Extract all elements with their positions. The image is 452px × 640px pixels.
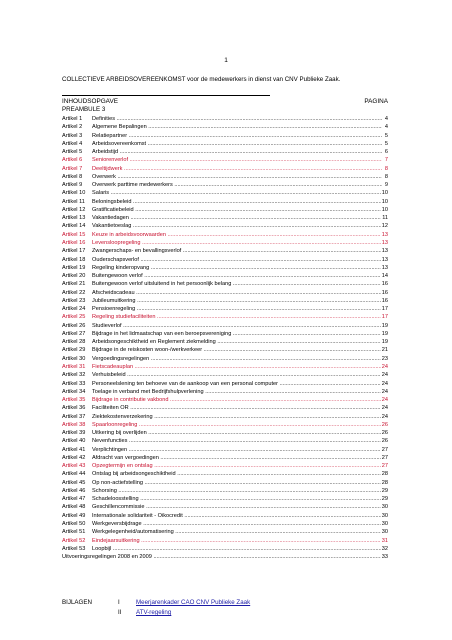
toc-entry-title: Zwangerschaps- en bevallingsverlof ..... — [92, 247, 382, 255]
toc-entry-title: Regeling kinderopvang ..... — [92, 264, 382, 272]
toc-entry-article: Artikel 11 — [62, 198, 85, 205]
toc-entry-title: Bijdrage in contributie vakbond ..... — [92, 396, 382, 404]
toc-entry-article: Artikel 26 — [62, 322, 86, 329]
toc-entry-title: Ziektekostenverzekering ..... — [92, 413, 382, 421]
toc-entry[interactable] — [62, 256, 388, 264]
toc-entry-title: Jubileumuitkering ..... — [92, 297, 382, 305]
appendices-label: BIJLAGEN — [62, 599, 92, 606]
toc-entry-page: 23 — [381, 355, 388, 362]
toc-header — [62, 98, 388, 105]
toc-entry-article: Artikel 45 — [62, 479, 86, 486]
toc-entry-article: Artikel 31 — [62, 363, 86, 370]
toc-entry-title: Overwerk ..... — [92, 173, 382, 181]
toc-entry-page: 24 — [381, 413, 388, 420]
toc-entry-page: 5 — [384, 140, 388, 147]
toc-entry-page: 4 — [384, 116, 388, 122]
toc-entry[interactable] — [62, 487, 388, 495]
toc-entry-article: Artikel 36 — [62, 405, 86, 412]
toc-entry-article: Artikel 29 — [62, 347, 86, 354]
toc-entry-title: Bijdrage in het lidmaatschap van een beroepsvereniging ..... — [92, 330, 382, 338]
toc-entry-page: 27 — [381, 463, 388, 470]
toc-entry-page: 27 — [381, 446, 388, 453]
toc-entry-page: 31 — [381, 537, 388, 544]
toc-entry[interactable] — [62, 231, 388, 239]
toc-entry-article: Artikel 16 — [62, 239, 86, 246]
toc-entry[interactable] — [62, 181, 388, 189]
toc-entry-title: Ontslag bij arbeidsongeschiktheid ..... — [92, 470, 382, 478]
toc-entry-article: Artikel 8 — [62, 173, 83, 180]
toc-entry-page: 26 — [381, 421, 388, 428]
toc-entry-title: Deeltijdwerk ..... — [92, 165, 382, 173]
toc-entry-page: 28 — [381, 471, 388, 478]
toc-entry-article: Artikel 2 — [62, 124, 83, 131]
toc-entry-article: Artikel 1 — [62, 116, 83, 122]
toc-entry-article: Artikel 30 — [62, 355, 86, 362]
toc-entry-article: Artikel 48 — [62, 504, 86, 511]
toc-entry[interactable] — [62, 454, 388, 462]
toc-entry-title: Spaarloonregeling ..... — [92, 421, 382, 429]
toc-entry-page: 27 — [381, 454, 388, 461]
toc-entry-title: Schorsing ..... — [92, 487, 382, 495]
toc-entry[interactable] — [62, 297, 388, 305]
toc-entry-article: Artikel 40 — [62, 438, 86, 445]
toc-entry-article: Artikel 27 — [62, 330, 86, 337]
toc-entry[interactable] — [62, 247, 388, 255]
toc-entry-title: Bijdrage in de reiskosten woon-/werkverkeer ..... — [92, 346, 382, 354]
toc-entry-title: Afdracht van vergoedingen ..... — [92, 454, 382, 462]
toc-entry-title: Vakantiedagen ..... — [92, 214, 382, 222]
toc-entry-page: 30 — [381, 521, 388, 528]
toc-entry[interactable] — [62, 528, 388, 536]
title-divider — [62, 95, 270, 96]
toc-entry-article: Artikel 14 — [62, 223, 86, 230]
toc-entry-page: 13 — [381, 256, 388, 263]
toc-entry-article: Artikel 13 — [62, 215, 86, 222]
toc-entry-page: 17 — [381, 314, 388, 321]
toc-entry[interactable] — [62, 371, 388, 379]
toc-entry-title: Internationale solidariteit - Oikocredit ..... — [92, 512, 382, 520]
toc-entry[interactable] — [62, 404, 388, 412]
toc-entry-article: Artikel 38 — [62, 421, 86, 428]
toc-entry[interactable] — [62, 437, 388, 445]
toc-entry-page: 24 — [381, 363, 388, 370]
toc-entry-page: 16 — [381, 281, 388, 288]
toc-entry[interactable] — [62, 553, 388, 561]
appendix-link[interactable]: ATV-regeling — [136, 609, 172, 616]
toc-entry-article: Artikel 35 — [62, 397, 86, 404]
toc-entry[interactable] — [62, 189, 388, 197]
toc-entry-page: 4 — [384, 124, 388, 131]
toc-entry[interactable] — [62, 313, 388, 321]
toc-entry-article: Artikel 4 — [62, 140, 83, 147]
toc-entry-article: Artikel 6 — [62, 157, 83, 164]
toc-entry-article: Artikel 5 — [62, 149, 83, 156]
toc-entry[interactable] — [62, 537, 388, 545]
toc-entry[interactable] — [62, 520, 388, 528]
toc-entry[interactable] — [62, 148, 388, 156]
toc-entry-title: Personeelslening ten behoeve van de aankoop van een personal computer ..... — [92, 380, 382, 388]
toc-entry[interactable] — [62, 503, 388, 511]
toc-entry[interactable] — [62, 545, 388, 553]
toc-entry-title: Buitengewoon verlof ..... — [92, 272, 382, 280]
toc-entry-article: Artikel 10 — [62, 190, 86, 197]
toc-entry-title: Werkgeversbijdrage ..... — [92, 520, 382, 528]
toc-entry-article: Artikel 32 — [62, 372, 86, 379]
toc-entry-page: 17 — [381, 306, 388, 313]
toc-entry-page: 13 — [381, 248, 388, 255]
document-title: COLLECTIEVE ARBEIDSOVEREENKOMST voor de medewerkers in dienst van CNV Publieke Zaak. — [62, 76, 341, 83]
table-of-contents — [62, 115, 388, 561]
toc-entry-title: Seniorenverlof ..... — [92, 156, 382, 164]
toc-entry-article: Artikel 28 — [62, 339, 86, 346]
toc-entry-title: Fietscadeauplan ..... — [92, 363, 382, 371]
appendix-link[interactable]: Meerjarenkader CAO CNV Publieke Zaak — [136, 599, 251, 606]
toc-entry-page: 8 — [384, 165, 388, 172]
toc-entry[interactable] — [62, 165, 388, 173]
toc-entry[interactable] — [62, 115, 388, 123]
appendices — [62, 598, 362, 618]
toc-entry-title: Levensloopregeling ..... — [92, 239, 382, 247]
toc-entry-title: Op non-actiefstelling ..... — [92, 479, 382, 487]
toc-entry-article: Artikel 51 — [62, 529, 86, 536]
toc-entry-title: Loopbijl ..... — [92, 545, 382, 553]
toc-entry-article: Artikel 43 — [62, 463, 86, 470]
toc-entry-page: 14 — [381, 273, 388, 280]
toc-entry-title: Buitengewoon verlof uitsluitend in het persoonlijk belang ..... — [92, 280, 382, 288]
toc-header-label: INHOUDSOPGAVE — [62, 98, 118, 105]
toc-entry-title: Eindejaarsuitkering ..... — [92, 537, 382, 545]
toc-entry-page: 24 — [381, 372, 388, 379]
toc-entry-title: Arbeidstijd ..... — [92, 148, 382, 156]
toc-entry-article: Artikel 50 — [62, 521, 86, 528]
toc-entry-page: 24 — [381, 388, 388, 395]
toc-entry[interactable] — [62, 421, 388, 429]
toc-entry[interactable] — [62, 123, 388, 131]
toc-entry-page: 13 — [381, 264, 388, 271]
page-number: 1 — [224, 57, 228, 64]
toc-entry-title: Geschillencommissie ..... — [92, 503, 382, 511]
toc-entry-title: Keuze in arbeidsvoorwaarden ..... — [92, 231, 382, 239]
toc-entry-title: Verhuisbeleid ..... — [92, 371, 382, 379]
toc-entry-page: 24 — [381, 380, 388, 387]
appendix-number: II — [118, 609, 122, 616]
toc-entry-article: Artikel 24 — [62, 306, 86, 313]
toc-entry-title: Salaris ..... — [92, 189, 382, 197]
toc-entry[interactable] — [62, 462, 388, 470]
toc-entry-article: Artikel 21 — [62, 281, 86, 288]
toc-entry-title: Verplichtingen ..... — [92, 446, 382, 454]
toc-entry-page: 7 — [384, 157, 388, 164]
toc-entry[interactable] — [62, 322, 388, 330]
toc-entry-article: Artikel 42 — [62, 454, 86, 461]
toc-entry-article: Artikel 7 — [62, 165, 83, 172]
toc-entry-page: 21 — [381, 347, 388, 354]
toc-entry-article: Artikel 49 — [62, 512, 86, 519]
toc-entry-article: Artikel 33 — [62, 380, 86, 387]
toc-entry-title: Regeling studiefaciliteiten ..... — [92, 313, 382, 321]
toc-entry[interactable] — [62, 239, 388, 247]
toc-entry-article: Artikel 9 — [62, 182, 83, 189]
toc-entry-page: 26 — [381, 430, 388, 437]
toc-entry[interactable] — [62, 206, 388, 214]
toc-entry[interactable] — [62, 495, 388, 503]
toc-entry-title: Faciliteiten OR ..... — [92, 404, 382, 412]
appendix-number: I — [118, 599, 120, 606]
toc-entry-title: Ouderschapsverlof ..... — [92, 256, 382, 264]
toc-entry-title: Opzegtermijn en ontslag ..... — [92, 462, 382, 470]
toc-entry-article: Artikel 23 — [62, 297, 86, 304]
toc-entry-article: Artikel 12 — [62, 206, 86, 213]
toc-preamble: PREAMBULE 3 — [62, 106, 106, 113]
toc-entry-page: 30 — [381, 512, 388, 519]
toc-entry[interactable] — [62, 132, 388, 140]
toc-entry-title: Pensioenregeling ..... — [92, 305, 382, 313]
toc-entry[interactable] — [62, 388, 388, 396]
toc-entry[interactable] — [62, 305, 388, 313]
toc-entry[interactable] — [62, 198, 388, 206]
toc-entry-page: 6 — [384, 149, 388, 156]
toc-entry-page: 13 — [381, 231, 388, 238]
toc-entry[interactable] — [62, 222, 388, 230]
toc-entry-page: 16 — [381, 289, 388, 296]
toc-entry-title: Beloningsbeleid ..... — [92, 198, 382, 206]
toc-entry[interactable] — [62, 413, 388, 421]
toc-entry-title: Werkgelegenheid/automatisering ..... — [92, 528, 382, 536]
toc-entry-page: 12 — [381, 223, 388, 230]
toc-entry-page: 8 — [384, 173, 388, 180]
toc-entry-article: Artikel 3 — [62, 132, 83, 139]
toc-entry-title: Definities ..... — [92, 115, 382, 123]
toc-entry-title: Arbeidsovereenkomst ..... — [92, 140, 382, 148]
toc-entry-page: 19 — [381, 339, 388, 346]
toc-entry-article: Artikel 52 — [62, 537, 86, 544]
toc-entry-page: 19 — [381, 322, 388, 329]
toc-entry-article: Artikel 37 — [62, 413, 86, 420]
toc-entry-article: Artikel 39 — [62, 430, 86, 437]
toc-entry[interactable] — [62, 396, 388, 404]
toc-entry-page: 29 — [381, 487, 388, 494]
toc-entry-page: 29 — [381, 496, 388, 503]
toc-entry[interactable] — [62, 479, 388, 487]
toc-entry-page: 10 — [381, 206, 388, 213]
toc-entry-page: 10 — [381, 190, 388, 197]
toc-entry-article: Artikel 19 — [62, 264, 86, 271]
toc-entry-page: 24 — [381, 405, 388, 412]
toc-entry[interactable] — [62, 140, 388, 148]
toc-entry[interactable] — [62, 214, 388, 222]
toc-header-page-label: PAGINA — [364, 98, 388, 105]
toc-entry-page: 13 — [381, 239, 388, 246]
toc-entry[interactable] — [62, 512, 388, 520]
toc-entry[interactable] — [62, 429, 388, 437]
toc-entry-title: Afscheidscadeau ..... — [92, 289, 382, 297]
toc-entry[interactable] — [62, 330, 388, 338]
toc-entry-page: 33 — [381, 554, 388, 561]
toc-entry-article: Artikel 22 — [62, 289, 86, 296]
toc-entry[interactable] — [62, 272, 388, 280]
toc-entry[interactable] — [62, 280, 388, 288]
toc-entry-page: 26 — [381, 438, 388, 445]
toc-entry-title: Algemene Bepalingen ..... — [92, 123, 382, 131]
toc-entry[interactable] — [62, 264, 388, 272]
toc-entry-article: Artikel 46 — [62, 487, 86, 494]
toc-entry-title: Toelage in verband met Bedrijfshulpverlening ..... — [92, 388, 382, 396]
toc-entry-page: 10 — [381, 198, 388, 205]
toc-entry-page: 9 — [384, 182, 388, 189]
toc-entry-title: Vergoedingsregelingen ..... — [92, 355, 382, 363]
toc-entry-title: Overwerk parttime medewerkers ..... — [92, 181, 382, 189]
toc-entry-article: Artikel 41 — [62, 446, 86, 453]
toc-entry-page: 11 — [382, 215, 388, 222]
appendix-row — [62, 608, 362, 618]
toc-entry-title: Studieverlof ..... — [92, 322, 382, 330]
toc-entry-title: Arbeidsongeschiktheid en Reglement ziekmelding ..... — [92, 338, 382, 346]
toc-entry[interactable] — [62, 355, 388, 363]
toc-entry-title: Relatiepartner ..... — [92, 132, 382, 140]
toc-entry-page: 30 — [381, 504, 388, 511]
toc-entry-article: Artikel 17 — [62, 248, 86, 255]
toc-entry[interactable] — [62, 346, 388, 354]
toc-entry-title: Gratificatiebeleid ..... — [92, 206, 382, 214]
toc-entry-title: Uitvoeringsregelingen 2008 en 2009 ..... — [62, 553, 382, 561]
toc-entry-page: 30 — [381, 529, 388, 536]
toc-entry-article: Artikel 20 — [62, 273, 86, 280]
toc-entry-title: Uitkering bij overlijden ..... — [92, 429, 382, 437]
toc-entry[interactable] — [62, 173, 388, 181]
toc-entry[interactable] — [62, 156, 388, 164]
toc-entry[interactable] — [62, 470, 388, 478]
toc-entry-article: Artikel 34 — [62, 388, 86, 395]
toc-entry-article: Artikel 53 — [62, 545, 86, 552]
toc-entry-page: 28 — [381, 479, 388, 486]
toc-entry-page: 16 — [381, 297, 388, 304]
toc-entry[interactable] — [62, 380, 388, 388]
toc-entry-title: Vakantietoeslag ..... — [92, 222, 382, 230]
toc-entry-article: Artikel 25 — [62, 314, 86, 321]
toc-entry-article: Artikel 15 — [62, 231, 86, 238]
toc-entry-page: 24 — [381, 397, 388, 404]
appendix-row — [62, 598, 362, 608]
toc-entry-page: 19 — [381, 330, 388, 337]
toc-entry-article: Artikel 47 — [62, 496, 86, 503]
toc-entry-article: Artikel 18 — [62, 256, 86, 263]
toc-entry[interactable] — [62, 338, 388, 346]
toc-entry-page: 5 — [384, 132, 388, 139]
toc-entry[interactable] — [62, 446, 388, 454]
toc-entry-page: 32 — [381, 545, 388, 552]
toc-entry[interactable] — [62, 289, 388, 297]
toc-entry-article: Artikel 44 — [62, 471, 86, 478]
toc-entry-title: Nevenfuncties ..... — [92, 437, 382, 445]
toc-entry[interactable] — [62, 363, 388, 371]
toc-entry-title: Schadeloosstelling ..... — [92, 495, 382, 503]
